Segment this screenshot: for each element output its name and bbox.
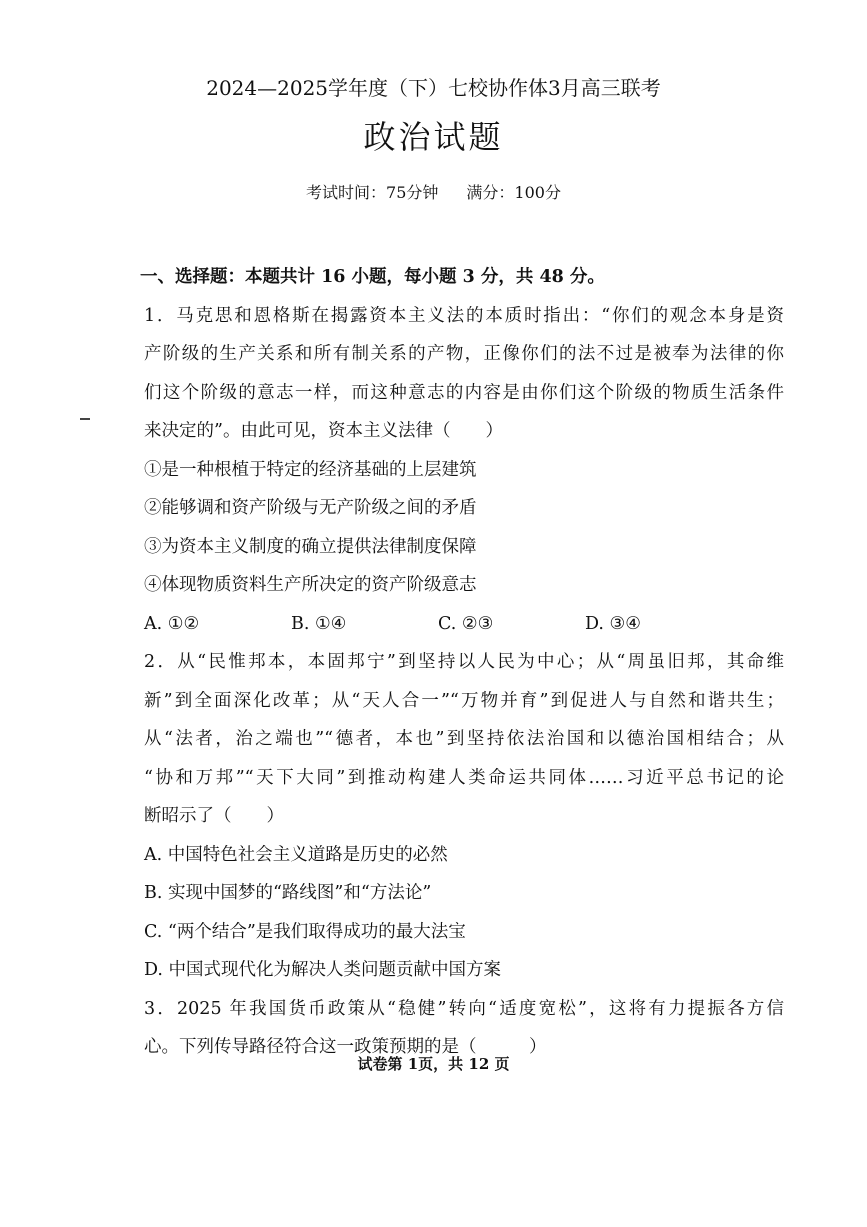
q1-statement: ④体现物质资料生产所决定的资产阶级意志 bbox=[144, 575, 477, 595]
margin-mark bbox=[80, 418, 90, 420]
q1-options bbox=[144, 605, 784, 644]
q1-line: 来决定的”。由此可见，资本主义法律（ ） bbox=[144, 421, 503, 441]
q2-line: “协和万邦”“天下大同”到推动构建人类命运共同体……习近平总书记的论 bbox=[144, 767, 784, 788]
q1-line: 产阶级的生产关系和所有制关系的产物，正像你们的法不过是被奉为法律的你 bbox=[144, 344, 784, 364]
q1-option-a: A. ①② bbox=[144, 613, 200, 634]
q1-statement: ②能够调和资产阶级与无产阶级之间的矛盾 bbox=[144, 498, 477, 518]
q2-option-b: B. 实现中国梦的“路线图”和“方法论” bbox=[144, 883, 432, 903]
q2-option-c: C. “两个结合”是我们取得成功的最大法宝 bbox=[144, 921, 466, 942]
q1-option-d: D. ③④ bbox=[585, 613, 641, 634]
q1-option-c: C. ②③ bbox=[438, 613, 494, 634]
q3-line: 心。下列传导路径符合这一政策预期的是（ ） bbox=[144, 1037, 547, 1057]
q1-option-b: B. ①④ bbox=[291, 613, 347, 634]
q2-line: 从“法者，治之端也”“德者，本也”到坚持依法治国和以德治国相结合；从 bbox=[144, 729, 784, 749]
q1-line: 们这个阶级的意志一样，而这种意志的内容是由你们这个阶级的物质生活条件 bbox=[144, 382, 784, 403]
subject-title: 政治试题 bbox=[363, 118, 504, 156]
q1-statement: ①是一种根植于特定的经济基础的上层建筑 bbox=[144, 459, 477, 480]
exam-title: 2024—2025学年度（下）七校协作体3月高三联考 bbox=[206, 76, 661, 100]
exam-content bbox=[140, 258, 784, 1067]
q2-line: 新”到全面深化改革；从“天人合一”“万物并育”到促进人与自然和谐共生； bbox=[144, 690, 784, 711]
q2-line: 2．从“民惟邦本，本固邦宁”到坚持以人民为中心；从“周虽旧邦，其命维 bbox=[144, 652, 784, 672]
time-label: 考试时间：75分钟 bbox=[306, 183, 439, 202]
q2-option-a: A. 中国特色社会主义道路是历史的必然 bbox=[144, 844, 448, 865]
page-footer: 试卷第 1页，共 12 页 bbox=[357, 1055, 510, 1073]
q2-option-d: D. 中国式现代化为解决人类问题贡献中国方案 bbox=[144, 960, 502, 980]
exam-info bbox=[0, 180, 867, 203]
q1-statement: ③为资本主义制度的确立提供法律制度保障 bbox=[144, 536, 477, 557]
q3-line: 3．2025 年我国货币政策从“稳健”转向“适度宽松”，这将有力提振各方信 bbox=[144, 998, 784, 1019]
q2-line: 断昭示了（ ） bbox=[144, 806, 284, 826]
score-label: 满分：100分 bbox=[466, 183, 561, 202]
q1-line: 1．马克思和恩格斯在揭露资本主义法的本质时指出：“你们的观念本身是资 bbox=[144, 305, 784, 326]
section-heading: 一、选择题：本题共计 16 小题，每小题 3 分，共 48 分。 bbox=[140, 267, 605, 287]
